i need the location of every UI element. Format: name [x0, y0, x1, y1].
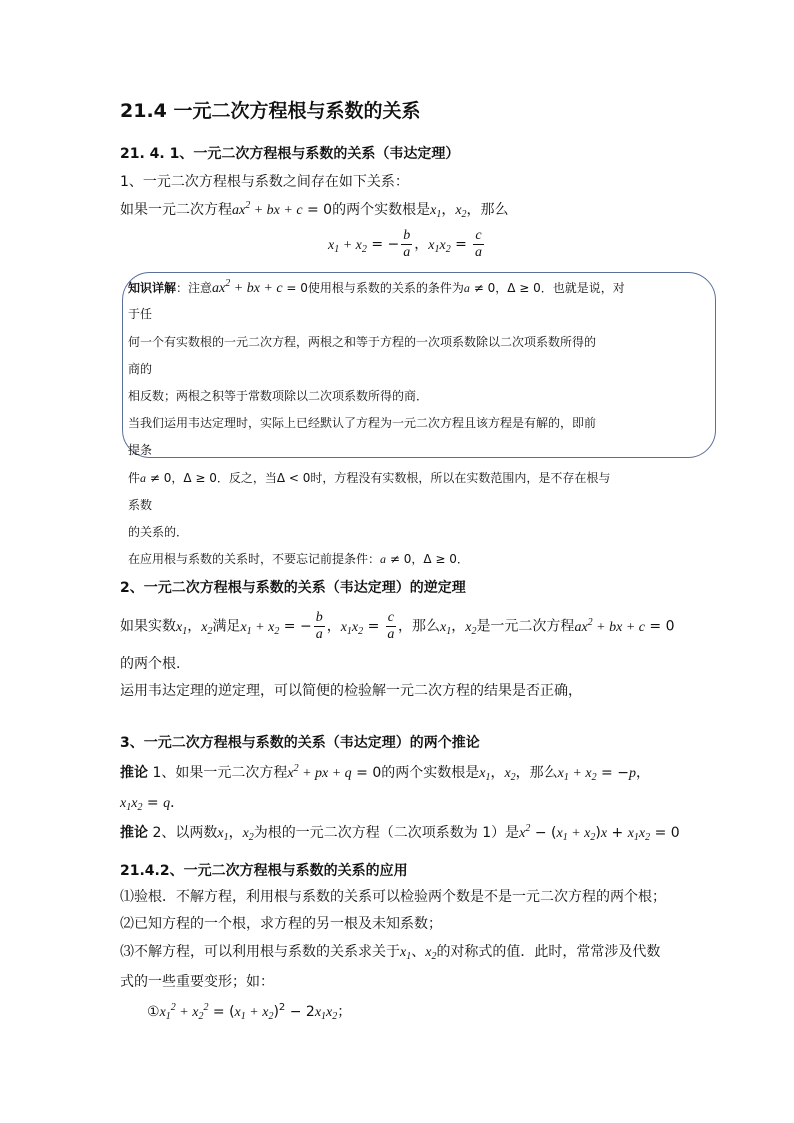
note-line-3: 何一个有实数根的一元二次方程，两根之和等于方程的一次项系数除以二次项系数所得的 — [128, 335, 597, 349]
note-line-11: 在应用根与系数的关系时，不要忘记前提条件：a ≠ 0，Δ ≥ 0． — [128, 552, 469, 566]
identity-1: $①x_1^2 + x_2^2 = (x_1 + x_2)^2 - 2x_1x_2$； — [147, 1002, 352, 1022]
section-2-heading: 2、一元二次方程根与系数的关系（韦达定理）的逆定理 — [120, 580, 466, 596]
note-line-10: 的关系的． — [128, 525, 189, 539]
application-item-3: ⑶不解方程，可以利用根与系数的关系求关于$x_1$、$x_2$的对称式的值．此时，常常涉及代数 — [120, 944, 661, 962]
corollary-2: 推论 2、以两数$x_1$，$x_2$为根的一元二次方程（二次项系数为 1）是$x^2 - (x_1 + x_2)x + x_1x_2 = 0$ — [120, 823, 680, 843]
section-2-line-3: 运用韦达定理的逆定理，可以简便的检验解一元二次方程的结果是否正确， — [120, 683, 582, 699]
section-2-statement: 如果实数$x_1$，$x_2$满足$x_1 + x_2$ = − $\frac{b}{a}$ ，$x_1x_2$ = $\frac{c}{a}$ ，那么$x_1$，$x_2$是一元二次方程$ax^2$ + bx + c = 0 — [120, 610, 675, 642]
section-2-line-2: 的两个根. — [120, 656, 181, 672]
vieta-formula: $x_1 + x_2$ = − $\frac{b}{a}$ ，$x_1x_2$ = $\frac{c}{a}$ — [328, 228, 482, 260]
section-1-intro: 1、一元二次方程根与系数之间存在如下关系： — [120, 174, 409, 190]
application-item-3-cont: 式的一些重要变形；如： — [120, 974, 274, 990]
note-line-7: 提条 — [128, 443, 153, 457]
section-3-heading: 3、一元二次方程根与系数的关系（韦达定理）的两个推论 — [120, 735, 480, 751]
section-4-heading: 21.4.2、一元二次方程根与系数的关系的应用 — [120, 863, 408, 879]
note-line-5: 相反数；两根之积等于常数项除以二次项系数所得的商． — [128, 389, 429, 403]
page-title: 21.4 一元二次方程根与系数的关系 — [120, 100, 421, 122]
corollary-1: 推论 1、如果一元二次方程$x^2$ + px + q = 0的两个实数根是$x_1$，$x_2$，那么$x_1 + x_2 = -p$， — [120, 763, 650, 783]
application-item-1: ⑴验根．不解方程，利用根与系数的关系可以检验两个数是不是一元二次方程的两个根； — [120, 889, 666, 905]
note-line-9: 系数 — [128, 498, 153, 512]
note-line-1: 知识详解：注意$ax^2$ + bx + c = 0使用根与系数的关系的条件为a ≠ 0，Δ ≥ 0．也就是说，对 — [128, 278, 625, 296]
section-1-statement: 如果一元二次方程$ax^2$ + bx + c = 0的两个实数根是$x_1$，$x_2$，那么 — [120, 200, 509, 220]
corollary-1-cont: $x_1x_2 = q$． — [120, 795, 185, 813]
note-line-2: 于任 — [128, 307, 153, 321]
application-item-2: ⑵已知方程的一个根，求方程的另一根及未知系数； — [120, 916, 442, 932]
note-line-6: 当我们运用韦达定理时，实际上已经默认了方程为一元二次方程且该方程是有解的，即前 — [128, 416, 597, 430]
section-1-heading: 21. 4. 1、一元二次方程根与系数的关系（韦达定理） — [120, 146, 460, 162]
note-line-8: 件a ≠ 0，Δ ≥ 0．反之，当Δ < 0时，方程没有实数根，所以在实数范围内，是不存在根与 — [128, 471, 611, 485]
note-line-4: 商的 — [128, 362, 153, 376]
